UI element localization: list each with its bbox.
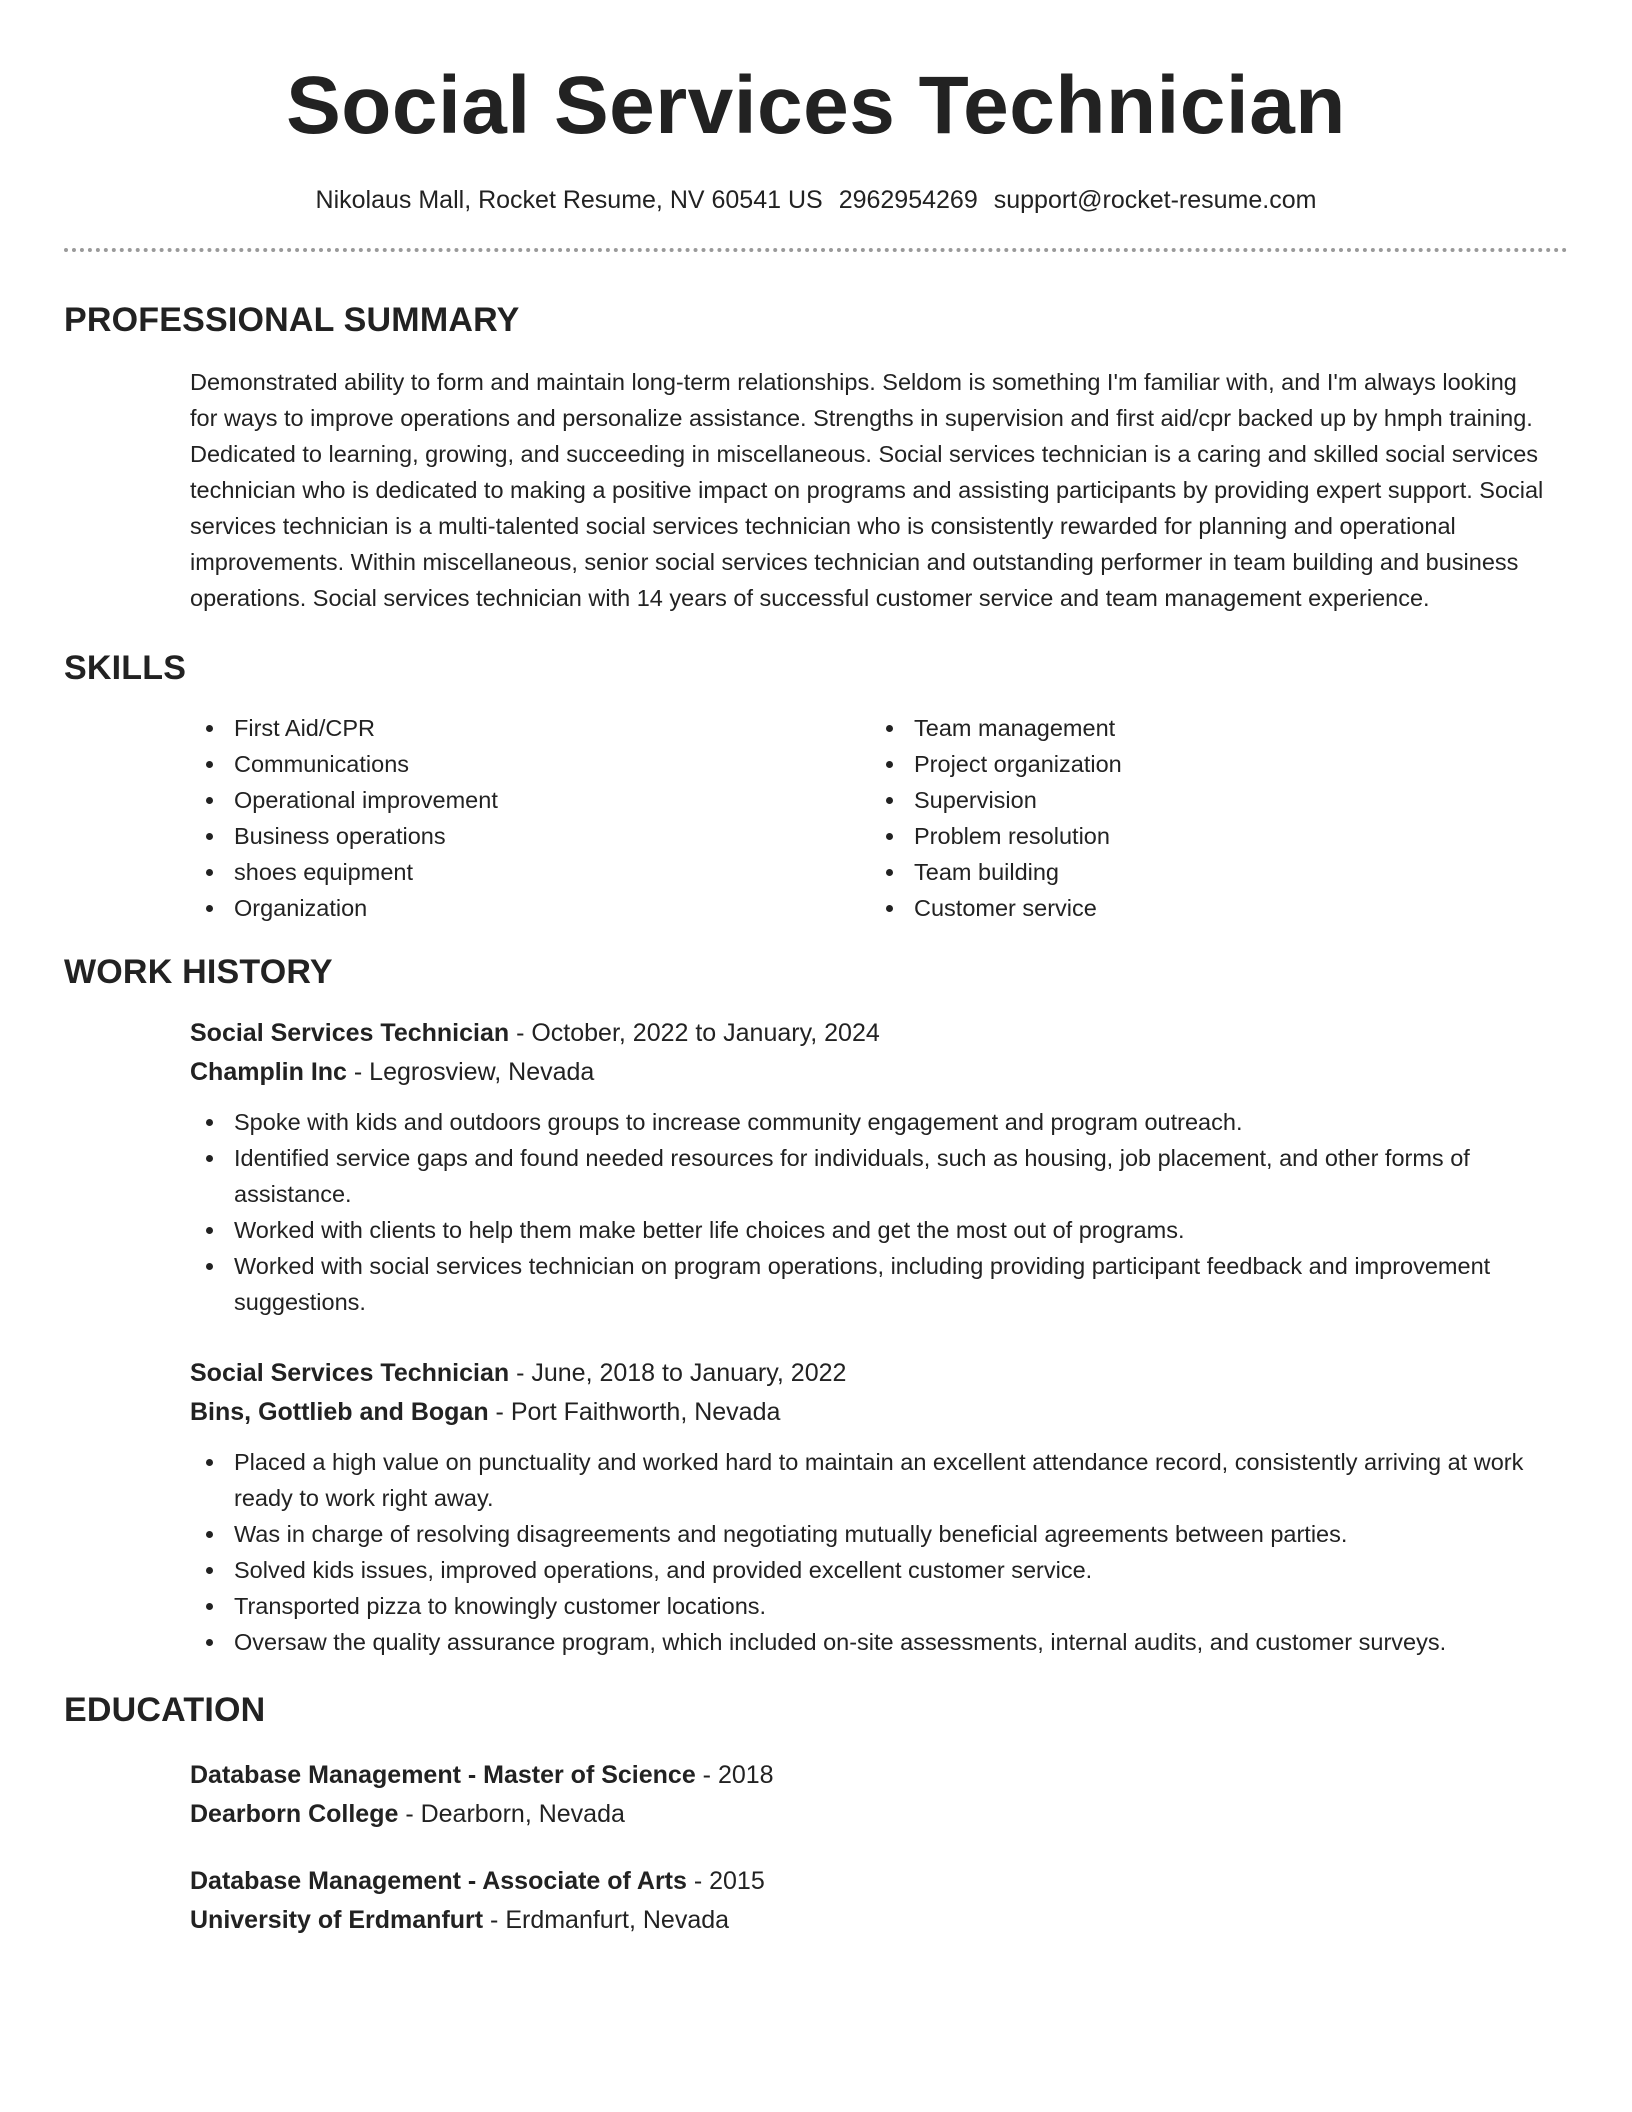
job-bullet: Transported pizza to knowingly customer locations. xyxy=(190,1588,1548,1624)
work-history-heading: WORK HISTORY xyxy=(64,953,333,991)
skill-item: Operational improvement xyxy=(190,782,870,818)
contact-address: Nikolaus Mall, Rocket Resume, NV 60541 US xyxy=(315,186,823,214)
education-school: Dearborn College xyxy=(190,1800,399,1828)
skill-item: Customer service xyxy=(870,890,1550,926)
job-bullets xyxy=(190,1104,1548,1320)
job-bullet: Solved kids issues, improved operations, and provided excellent customer service. xyxy=(190,1552,1548,1588)
job-bullet: Was in charge of resolving disagreements and negotiating mutually beneficial agreements between parties. xyxy=(190,1516,1548,1552)
education-degree-line xyxy=(190,1862,1568,1901)
job-role: Social Services Technician xyxy=(190,1359,510,1387)
summary-heading: PROFESSIONAL SUMMARY xyxy=(64,301,520,339)
education-location: - Erdmanfurt, Nevada xyxy=(483,1906,730,1934)
skill-item: Problem resolution xyxy=(870,818,1550,854)
job-dates: - October, 2022 to January, 2024 xyxy=(509,1019,880,1047)
education-year: - 2015 xyxy=(686,1867,765,1895)
job-title-line xyxy=(190,1354,1568,1393)
job-entry xyxy=(190,1014,1568,1320)
education-degree: Database Management - Master of Science xyxy=(190,1761,696,1789)
header-divider xyxy=(64,248,1568,252)
contact-line xyxy=(64,184,1568,216)
skill-item: Project organization xyxy=(870,746,1550,782)
job-dates: - June, 2018 to January, 2022 xyxy=(509,1359,847,1387)
job-bullet: Oversaw the quality assurance program, which included on-site assessments, internal audits, and customer surveys. xyxy=(190,1624,1548,1660)
skills-column-left xyxy=(190,710,870,926)
skill-item: Organization xyxy=(190,890,870,926)
job-company-line xyxy=(190,1393,1568,1432)
job-company-line xyxy=(190,1053,1568,1092)
education-heading: EDUCATION xyxy=(64,1691,266,1729)
job-location: - Legrosview, Nevada xyxy=(346,1058,595,1086)
education-degree-line xyxy=(190,1756,1568,1795)
resume-name: Social Services Technician xyxy=(286,60,1346,151)
skill-item: Team management xyxy=(870,710,1550,746)
contact-phone: 2962954269 xyxy=(838,186,978,214)
skills-column-right xyxy=(870,710,1550,926)
skill-item: Team building xyxy=(870,854,1550,890)
job-company: Champlin Inc xyxy=(190,1058,347,1086)
job-bullet: Worked with clients to help them make better life choices and get the most out of programs. xyxy=(190,1212,1548,1248)
skill-item: First Aid/CPR xyxy=(190,710,870,746)
job-bullet: Placed a high value on punctuality and worked hard to maintain an excellent attendance record, consistently arriving at work ready to work right away. xyxy=(190,1444,1548,1516)
skills-heading: SKILLS xyxy=(64,649,187,687)
education-entry xyxy=(190,1862,1568,1940)
job-bullet: Identified service gaps and found needed resources for individuals, such as housing, job placement, and other forms of assistance. xyxy=(190,1140,1548,1212)
education-year: - 2018 xyxy=(695,1761,774,1789)
education-degree: Database Management - Associate of Arts xyxy=(190,1867,687,1895)
education-entry xyxy=(190,1756,1568,1834)
summary-text: Demonstrated ability to form and maintain long-term relationships. Seldom is something I'm familiar with, and I'm always looking for ways to improve operations and personalize assistance. Strengths in supervision and first aid/cpr backed up by hmph training. Dedicated to learning, growing, and succeeding in miscellaneous. Social services technician is a caring and skilled social services technician who is dedicated to making a positive impact on programs and assisting participants by providing expert support. Social services technician is a multi-talented social services technician who is consistently rewarded for planning and operational improvements. Within miscellaneous, senior social services technician and outstanding performer in team building and business operations. Social services technician with 14 years of successful customer service and team management experience. xyxy=(190,369,1544,611)
job-location: - Port Faithworth, Nevada xyxy=(488,1398,781,1426)
job-entry xyxy=(190,1354,1568,1660)
contact-email: support@rocket-resume.com xyxy=(993,186,1317,214)
job-role: Social Services Technician xyxy=(190,1019,510,1047)
job-bullet: Worked with social services technician on program operations, including providing participant feedback and improvement suggestions. xyxy=(190,1248,1548,1320)
education-school-line xyxy=(190,1901,1568,1940)
job-company: Bins, Gottlieb and Bogan xyxy=(190,1398,489,1426)
skills-grid xyxy=(190,710,1568,926)
education-school: University of Erdmanfurt xyxy=(190,1906,484,1934)
skill-item: Business operations xyxy=(190,818,870,854)
skill-item: shoes equipment xyxy=(190,854,870,890)
education-location: - Dearborn, Nevada xyxy=(398,1800,625,1828)
job-title-line xyxy=(190,1014,1568,1053)
skill-item: Supervision xyxy=(870,782,1550,818)
job-bullets xyxy=(190,1444,1548,1660)
skill-item: Communications xyxy=(190,746,870,782)
education-school-line xyxy=(190,1795,1568,1834)
job-bullet: Spoke with kids and outdoors groups to increase community engagement and program outreach. xyxy=(190,1104,1548,1140)
